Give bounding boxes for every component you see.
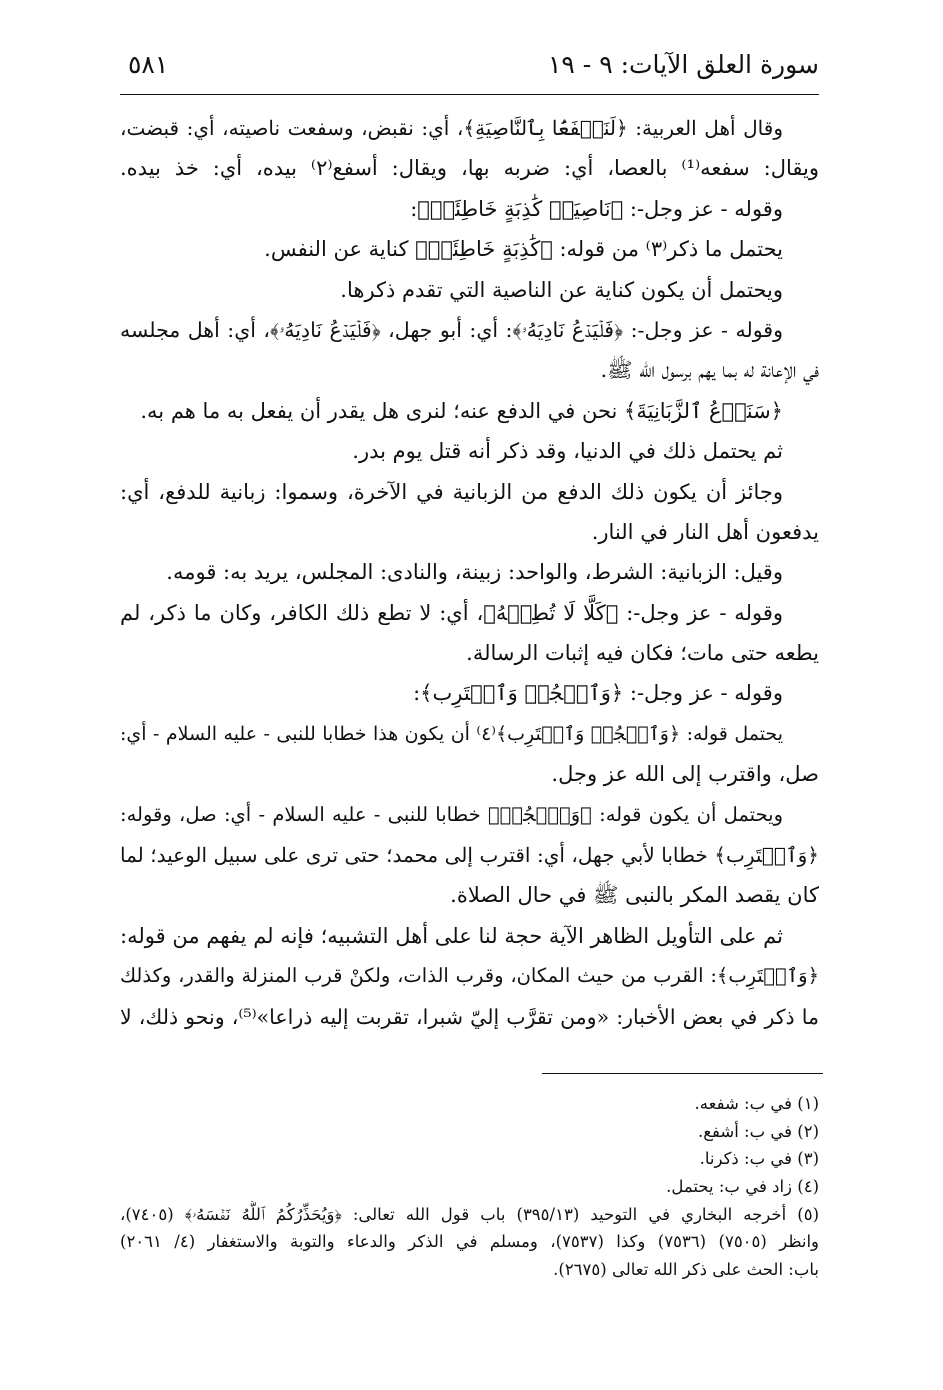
text-line: يحتمل قوله: ﴿وَٱسۡجُدۡ وَٱقۡتَرِب﴾⁽٤⁾ أن يكون هذا خطابا للنبى - عليه السلام - أي:: [120, 722, 783, 745]
text-line: وقوله - عز وجل-: ﴿نَاصِيَةٖ كَٰذِبَةٍ خَاطِئَةٖ﴾:: [410, 196, 783, 221]
footnote: (٤) زاد في ب: يحتمل.: [666, 1177, 819, 1197]
footnote-divider: [542, 1073, 823, 1074]
text-line: ثم يحتمل ذلك في الدنيا، وقد ذكر أنه قتل يوم بدر.: [352, 439, 783, 464]
footnote-continuation: وانظر (٧٥٠٥) (٧٥٣٦) وكذا (٧٥٣٧)، ومسلم في الذكر والدعاء والتوبة والاستغفار (٤/ ٢٠٦١): [120, 1232, 819, 1252]
text-line: يحتمل ما ذكر⁽٣⁾ من قوله: ﴿كَٰذِبَةٍ خَاطِئَةٖ﴾ كناية عن النفس.: [264, 237, 783, 262]
text-line: ما ذكر في بعض الأخبار: «ومن تقرَّب إليّ شبرا، تقربت إليه ذراعا»⁽⁵⁾، ونحو ذلك، لا: [120, 1004, 819, 1029]
text-line: وقيل: الزبانية: الشرط، والواحد: زبينة، والنادى: المجلس، يريد به: قومه.: [166, 560, 783, 585]
text-line: ويحتمل أن يكون كناية عن الناصية التي تقدم ذكرها.: [340, 277, 783, 302]
text-line: يطعه حتى مات؛ فكان فيه إثبات الرسالة.: [466, 641, 819, 666]
text-line: في الإعانة له بما يهم برسول الله ﷺ.: [600, 358, 819, 383]
text-line: ويقال: سفعه⁽¹⁾ بالعصا، أي: ضربه بها، ويقال: أسفع⁽٢⁾ بيده، أي: خذ بيده.: [120, 156, 819, 181]
text-line: وقوله - عز وجل-: ﴿وَٱسۡجُدۡ وَٱقۡتَرِب﴾:: [413, 681, 783, 706]
text-line: وقوله - عز وجل-: ﴿كَلَّا لَا تُطِعۡهُ﴾، أي: لا تطع ذلك الكافر، وكان ما ذكر، لم: [120, 600, 783, 625]
page-number: ٥٨١: [128, 50, 169, 79]
footnote: (٣) في ب: ذكرنا.: [699, 1149, 819, 1169]
chapter-title: سورة العلق الآيات: ٩ - ١٩: [547, 50, 819, 79]
header-divider: [120, 94, 819, 95]
text-line: يدفعون أهل النار في النار.: [591, 519, 819, 544]
footnotes: [120, 1090, 819, 1284]
text-line: وجائز أن يكون ذلك الدفع من الزبانية في الآخرة، وسموا: زبانية للدفع، أي:: [120, 479, 783, 504]
footnote: (٢) في ب: أشفع.: [698, 1121, 819, 1141]
text-line: ويحتمل أن يكون قوله: ﴿وَٱسۡجُدۡ﴾ خطابا للنبى - عليه السلام - أي: صل، وقوله:: [120, 802, 783, 826]
footnote: (١) في ب: شفعه.: [694, 1094, 819, 1113]
text-line: وقوله - عز وجل-: ﴿فَلۡيَدۡعُ نَادِيَهُۥ﴾: أي: أبو جهل، ﴿فَلۡيَدۡعُ نَادِيَهُۥ﴾، أي: أهل مجلسه: [120, 317, 783, 342]
text-line: ﴿وَٱقۡتَرِب﴾: القرب من حيث المكان، وقرب الذات، ولكنْ قرب المنزلة والقدر، وكذلك: [120, 964, 819, 988]
text-line: صل، واقترب إلى الله عز وجل.: [551, 762, 819, 787]
text-line: ثم على التأويل الظاهر الآية حجة لنا على أهل التشبيه؛ فإنه لم يفهم من قوله:: [120, 923, 783, 948]
text-line: ﴿وَٱقۡتَرِب﴾ خطابا لأبي جهل، أي: اقترب إلى محمد؛ حتى ترى على سبيل الوعيد؛ لما: [120, 843, 819, 868]
text-line: كان يقصد المكر بالنبى ﷺ في حال الصلاة.: [450, 883, 819, 908]
footnote-continuation: باب: الحث على ذكر الله تعالى (٢٦٧٥).: [553, 1260, 819, 1280]
footnote: (٥) أخرجه البخاري في التوحيد (٣٩٥/١٣) باب قول الله تعالى: ﴿وَيُحَذِّرُكُمُ ٱللَّهُ نَفۡسَهُۥ﴾ (٧٤٠٥)،: [120, 1204, 819, 1224]
running-header: [120, 44, 819, 90]
text-line: ﴿سَنَدۡعُ ٱلزَّبَانِيَةَ﴾ نحن في الدفع عنه؛ لنرى هل يقدر أن يفعل به ما هم به.: [140, 398, 783, 423]
main-text: [120, 108, 819, 1037]
text-line: وقال أهل العربية: ﴿لَنَسۡفَعَۢا بِٱلنَّاصِيَةِ﴾، أي: نقبض، وسفعت ناصيته، أي: قبضت،: [120, 116, 783, 140]
